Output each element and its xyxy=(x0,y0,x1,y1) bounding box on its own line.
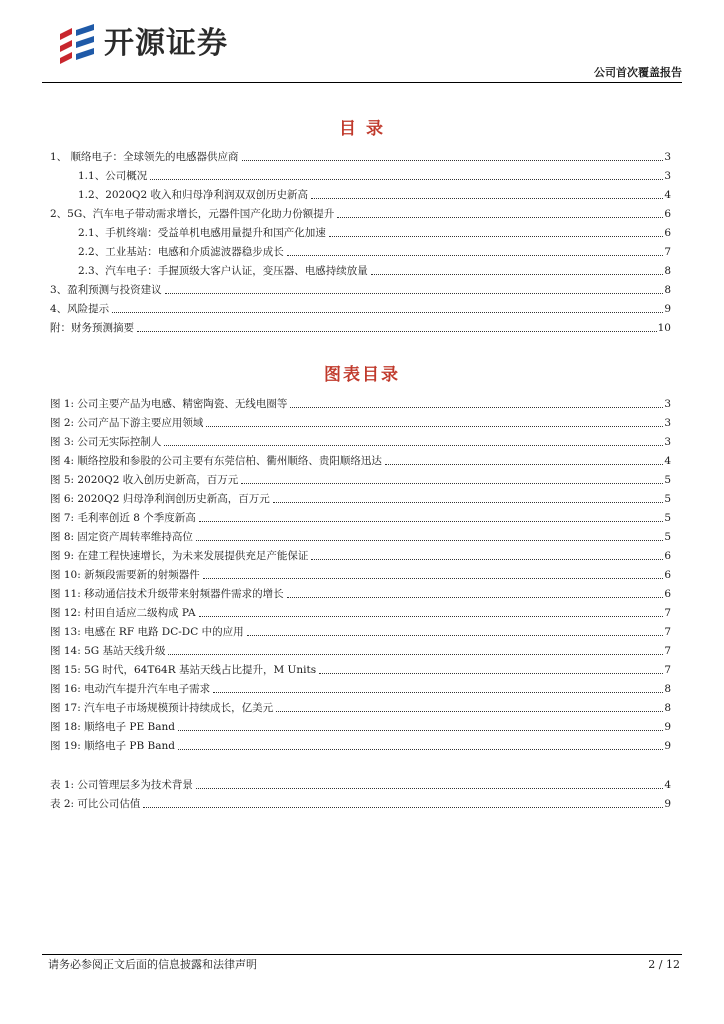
toc-entry[interactable]: 1.1、公司概况 3 xyxy=(78,170,671,182)
figures-title: 图表目录 xyxy=(324,365,400,385)
figure-entry[interactable]: 图 3: 公司无实际控制人 3 xyxy=(50,436,671,448)
figure-entry[interactable]: 图 15: 5G 时代，64T64R 基站天线占比提升，M Units 7 xyxy=(50,664,671,676)
figure-entry[interactable]: 图 6: 2020Q2 归母净利润创历史新高，百万元 5 xyxy=(50,493,671,505)
toc-entry[interactable]: 1、 顺络电子：全球领先的电感器供应商 3 xyxy=(50,151,671,163)
disclaimer-note: 请务必参阅正文后面的信息披露和法律声明 xyxy=(48,958,257,971)
figure-entry[interactable]: 图 2: 公司产品下游主要应用领域 3 xyxy=(50,417,671,429)
toc-entry[interactable]: 附：财务预测摘要 10 xyxy=(50,322,671,334)
figure-entry[interactable]: 图 16: 电动汽车提升汽车电子需求 8 xyxy=(50,683,671,695)
figure-entry[interactable]: 图 11: 移动通信技术升级带来射频器件需求的增长 6 xyxy=(50,588,671,600)
figure-entry[interactable]: 图 1: 公司主要产品为电感、精密陶瓷、无线电圈等 3 xyxy=(50,398,671,410)
toc-entry[interactable]: 2.1、手机终端：受益单机电感用量提升和国产化加速 6 xyxy=(78,227,671,239)
figure-entry[interactable]: 图 5: 2020Q2 收入创历史新高，百万元 5 xyxy=(50,474,671,486)
figure-entry[interactable]: 图 13: 电感在 RF 电路 DC-DC 中的应用 7 xyxy=(50,626,671,638)
figure-entry[interactable]: 图 10: 新频段需要新的射频器件 6 xyxy=(50,569,671,581)
figure-entry[interactable]: 图 7: 毛利率创近 8 个季度新高 5 xyxy=(50,512,671,524)
brand-logo xyxy=(56,24,228,64)
logo-mark-icon xyxy=(56,24,98,64)
toc-entry[interactable]: 1.2、2020Q2 收入和归母净利润双双创历史新高 4 xyxy=(78,189,671,201)
figure-entry[interactable]: 图 17: 汽车电子市场规模预计持续成长，亿美元 8 xyxy=(50,702,671,714)
page-number: 2 / 12 xyxy=(648,958,680,971)
toc-entry[interactable]: 2.2、工业基站：电感和介质滤波器稳步成长 7 xyxy=(78,246,671,258)
figure-entry[interactable]: 图 8: 固定资产周转率维持高位 5 xyxy=(50,531,671,543)
figure-entry[interactable]: 图 4: 顺络控股和参股的公司主要有东莞信柏、衢州顺络、贵阳顺络迅达 4 xyxy=(50,455,671,467)
toc-title: 目 录 xyxy=(339,119,385,139)
figure-entry[interactable]: 图 19: 顺络电子 PB Band 9 xyxy=(50,740,671,752)
table-entry[interactable]: 表 1: 公司管理层多为技术背景 4 xyxy=(50,779,671,791)
header-divider xyxy=(42,82,682,83)
figure-entry[interactable]: 图 12: 村田自适应二级构成 PA 7 xyxy=(50,607,671,619)
company-name: 开源证券 xyxy=(104,26,228,61)
toc-entry[interactable]: 2、5G、汽车电子带动需求增长，元器件国产化助力份额提升 6 xyxy=(50,208,671,220)
report-type-label: 公司首次覆盖报告 xyxy=(594,66,682,79)
table-entry[interactable]: 表 2: 可比公司估值 9 xyxy=(50,798,671,810)
footer-divider xyxy=(42,954,682,955)
figure-entry[interactable]: 图 9: 在建工程快速增长，为未来发展提供充足产能保证 6 xyxy=(50,550,671,562)
figure-entry[interactable]: 图 18: 顺络电子 PE Band 9 xyxy=(50,721,671,733)
figure-entry[interactable]: 图 14: 5G 基站天线升级 7 xyxy=(50,645,671,657)
toc-entry[interactable]: 2.3、汽车电子：手握顶级大客户认证，变压器、电感持续放量 8 xyxy=(78,265,671,277)
toc-entry[interactable]: 3、盈利预测与投资建议 8 xyxy=(50,284,671,296)
toc-entry[interactable]: 4、风险提示 9 xyxy=(50,303,671,315)
